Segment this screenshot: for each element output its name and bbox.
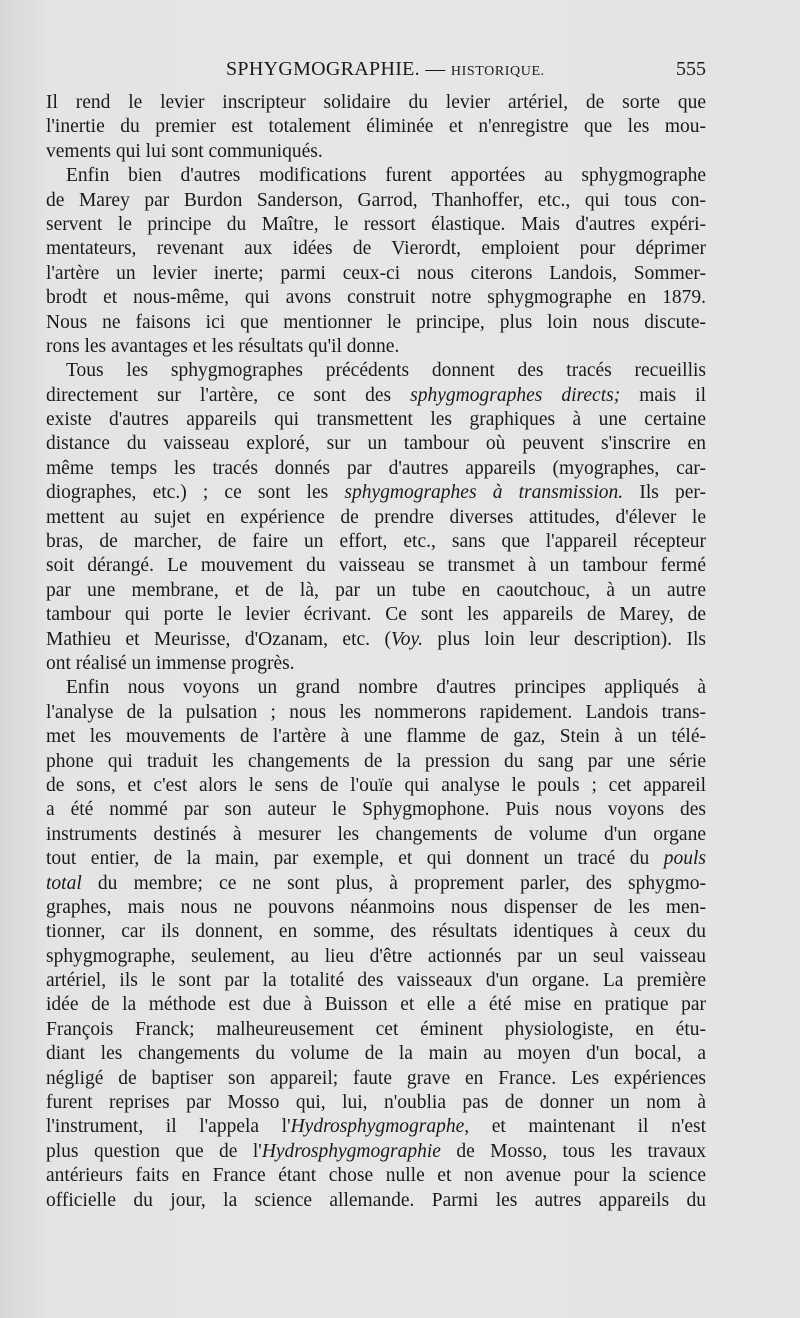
text-line: servent le principe du Maître, le ressort élastique. Mais d'autres expéri- [46, 213, 706, 235]
page-header [46, 58, 706, 88]
text-line: par une membrane, et de là, par un tube en caoutchouc, à un autre [46, 579, 706, 601]
page-number: 555 [676, 58, 706, 80]
text-line: graphes, mais nous ne pouvons néanmoins nous dispenser de les men- [46, 896, 706, 918]
text-line: furent reprises par Mosso qui, lui, n'oublia pas de donner un nom à [46, 1092, 706, 1114]
text-line: Tous les sphygmographes précédents donnent des tracés recueillis [66, 360, 706, 382]
text-line: Enfin bien d'autres modifications furent apportées au sphygmographe [66, 165, 706, 187]
text-line: ont réalisé un immense progrès. [46, 652, 295, 674]
text-line: existe d'autres appareils qui transmettent les graphiques à une certaine [46, 409, 706, 431]
text-line: de sons, et c'est alors le sens de l'ouïe qui analyse le pouls ; cet appareil [46, 774, 706, 796]
running-title [226, 58, 545, 81]
text-line: tambour qui porte le levier écrivant. Ce sont les appareils de Marey, de [46, 604, 706, 626]
text-line: met les mouvements de l'artère à une flamme de gaz, Stein à un télé- [46, 726, 706, 748]
text-line: négligé de baptiser son appareil; faute grave en France. Les expériences [46, 1067, 706, 1089]
running-title-dash: — [419, 58, 451, 80]
text-line: mentateurs, revenant aux idées de Vierordt, emploient pour déprimer [46, 238, 706, 260]
text-line: bras, de marcher, de faire un effort, etc., sans que l'appareil récepteur [46, 531, 706, 553]
text-line: distance du vaisseau exploré, sur un tambour où peuvent s'inscrire en [46, 433, 706, 455]
text-line: François Franck; malheureusement cet éminent physiologiste, en étu- [46, 1018, 706, 1040]
running-title-main: SPHYGMOGRAPHIE. [226, 58, 420, 80]
text-line: mettent au sujet en expérience de prendre diverses attitudes, d'élever le [46, 506, 706, 528]
text-line: phone qui traduit les changements de la pression du sang par une série [46, 750, 706, 772]
text-line: vements qui lui sont communiqués. [46, 140, 323, 162]
text-line: de Marey par Burdon Sanderson, Garrod, Thanhoffer, etc., qui tous con- [46, 189, 706, 211]
text-line: sphygmographe, seulement, au lieu d'être actionnés par un seul vaisseau [46, 945, 706, 967]
text-line: rons les avantages et les résultats qu'il donne. [46, 335, 400, 357]
text-line: idée de la méthode est due à Buisson et elle a été mise en pratique par [46, 994, 706, 1016]
text-line: artériel, ils le sont par la totalité des vaisseaux d'un organe. La première [46, 970, 706, 992]
text-line: l'inertie du premier est totalement éliminée et n'enregistre que les mou- [46, 116, 706, 138]
text-line: tionner, car ils donnent, en somme, des résultats identiques à ceux du [46, 921, 706, 943]
text-line: diographes, etc.) ; ce sont les sphygmographes à transmission. Ils per- [46, 482, 706, 504]
text-line: total du membre; ce ne sont plus, à proprement parler, des sphygmo- [46, 872, 706, 894]
text-line: Enfin nous voyons un grand nombre d'autres principes appliqués à [66, 677, 706, 699]
text-line: antérieurs faits en France étant chose nulle et non avenue pour la science [46, 1165, 706, 1187]
text-line: Il rend le levier inscripteur solidaire du levier artériel, de sorte que [46, 92, 706, 113]
text-line: soit dérangé. Le mouvement du vaisseau se transmet à un tambour fermé [46, 555, 706, 577]
text-line: brodt et nous-même, qui avons construit notre sphygmographe en 1879. [46, 287, 706, 309]
text-line: même temps les tracés donnés par d'autres appareils (myographes, car- [46, 457, 706, 479]
text-line: Nous ne faisons ici que mentionner le principe, plus loin nous discute- [46, 311, 706, 333]
text-line: Mathieu et Meurisse, d'Ozanam, etc. (Voy. plus loin leur description). Ils [46, 628, 706, 650]
text-line: tout entier, de la main, par exemple, et qui donnent un tracé du pouls [46, 848, 706, 870]
text-line: l'analyse de la pulsation ; nous les nommerons rapidement. Landois trans- [46, 701, 706, 723]
running-title-section: HISTORIQUE. [450, 64, 545, 79]
text-line: instruments destinés à mesurer les changements de volume d'un organe [46, 823, 706, 845]
text-line: directement sur l'artère, ce sont des sphygmographes directs; mais il [46, 384, 706, 406]
text-line: diant les changements du volume de la main au moyen d'un bocal, a [46, 1043, 706, 1065]
text-line: l'instrument, il l'appela l'Hydrosphygmographe, et maintenant il n'est [46, 1116, 706, 1138]
text-line: plus question que de l'Hydrosphygmographie de Mosso, tous les travaux [46, 1140, 707, 1162]
text-line: a été nommé par son auteur le Sphygmophone. Puis nous voyons des [46, 799, 706, 821]
text-line: l'artère un levier inerte; parmi ceux-ci nous citerons Landois, Sommer- [46, 262, 706, 284]
text-line: officielle du jour, la science allemande. Parmi les autres appareils du [46, 1189, 706, 1211]
body-text [46, 91, 706, 1213]
